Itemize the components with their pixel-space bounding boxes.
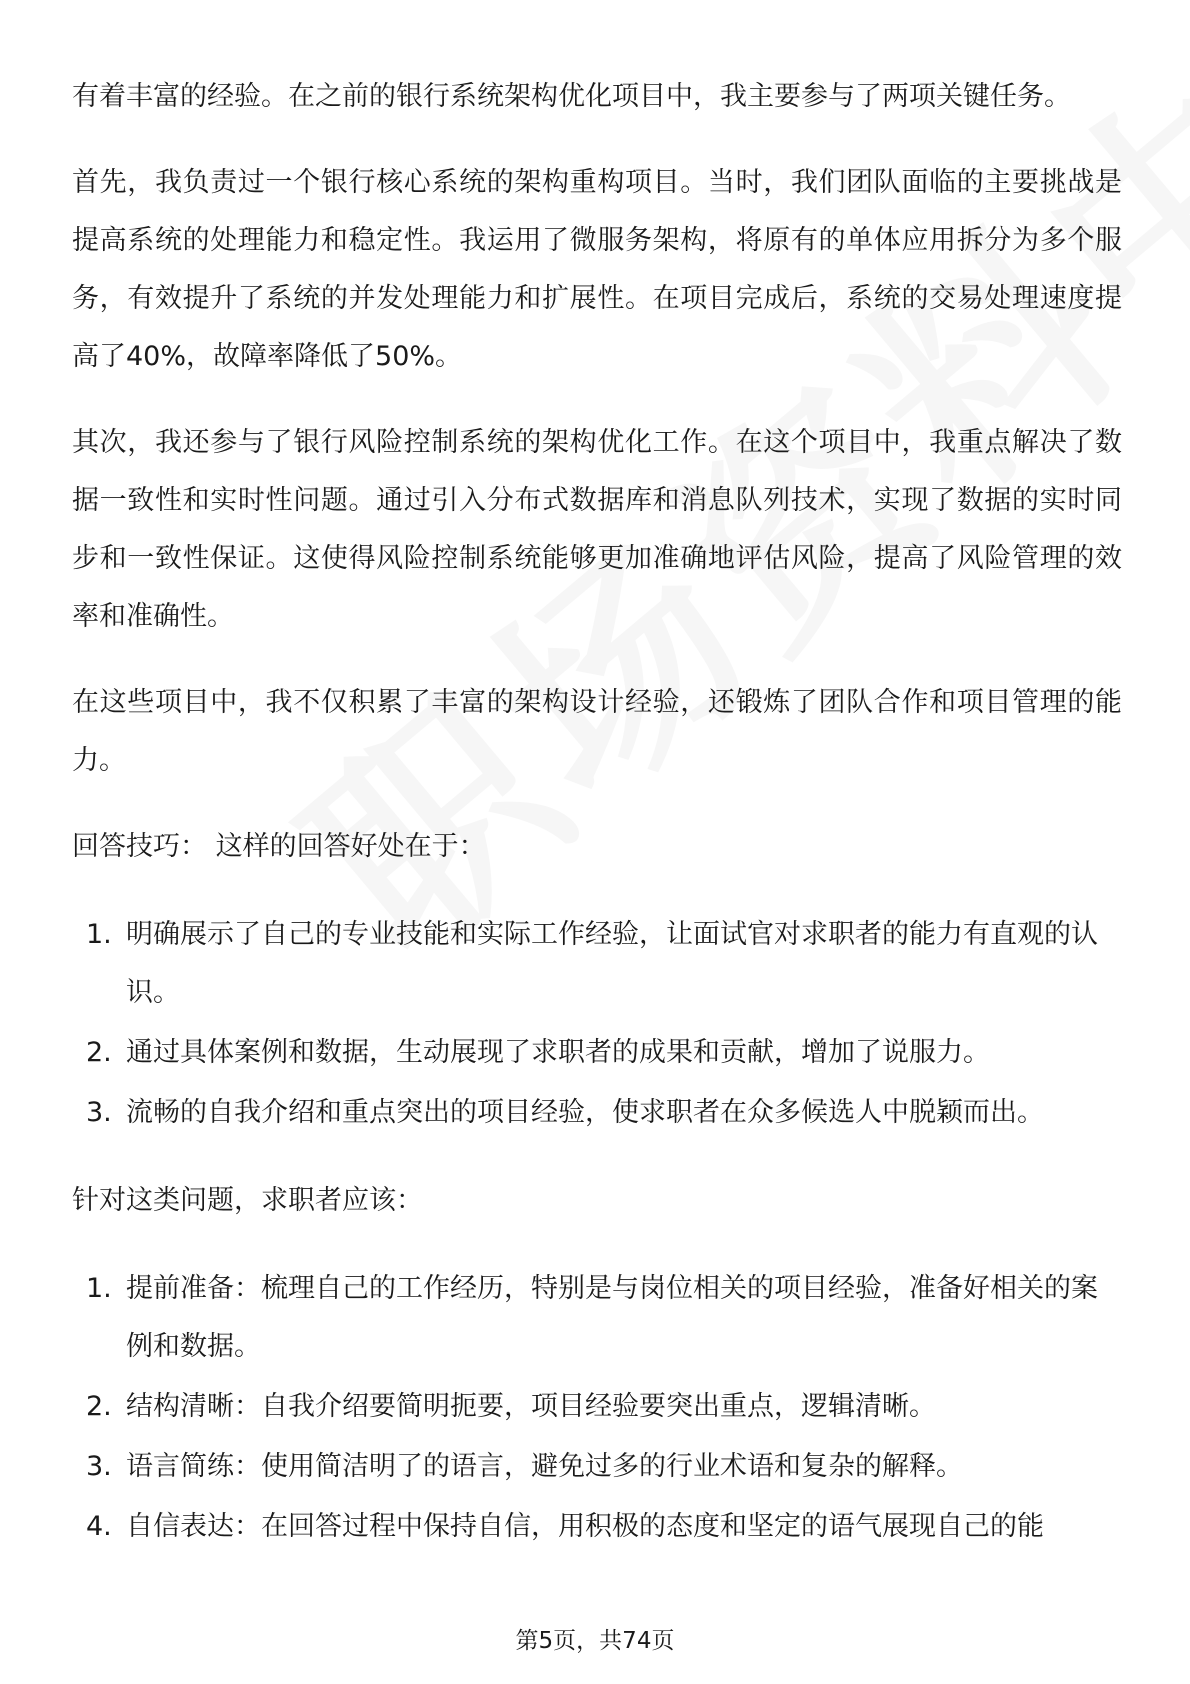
list-number: 4. xyxy=(86,1511,112,1542)
list-number: 3. xyxy=(86,1451,112,1482)
list-text: 明确展示了自己的专业技能和实际工作经验，让面试官对求职者的能力有直观的认识。 xyxy=(126,919,1098,1008)
list-text: 结构清晰：自我介绍要简明扼要，项目经验要突出重点，逻辑清晰。 xyxy=(126,1391,936,1422)
list-text: 自信表达：在回答过程中保持自信，用积极的态度和坚定的语气展现自己的能 xyxy=(126,1511,1044,1542)
list-text: 提前准备：梳理自己的工作经历，特别是与岗位相关的项目经验，准备好相关的案例和数据。 xyxy=(126,1273,1098,1362)
list-text: 通过具体案例和数据，生动展现了求职者的成果和贡献，增加了说服力。 xyxy=(126,1037,990,1068)
paragraph-intro: 有着丰富的经验。在之前的银行系统架构优化项目中，我主要参与了两项关键任务。 xyxy=(72,81,1071,112)
list-item xyxy=(72,1438,1122,1496)
tips-heading: 回答技巧： 这样的回答好处在于： xyxy=(72,831,486,862)
list-item xyxy=(72,1024,1122,1082)
list-item xyxy=(72,1084,1122,1142)
tips-list xyxy=(72,906,1122,1142)
page-footer: 第5页，共74页 xyxy=(515,1628,675,1654)
list-number: 1. xyxy=(86,919,112,950)
list-item xyxy=(72,1498,1122,1556)
list-number: 2. xyxy=(86,1037,112,1068)
advice-heading: 针对这类问题，求职者应该： xyxy=(72,1185,423,1216)
list-number: 2. xyxy=(86,1391,112,1422)
paragraph-second-project: 其次，我还参与了银行风险控制系统的架构优化工作。在这个项目中，我重点解决了数据一致性和实时性问题。通过引入分布式数据库和消息队列技术，实现了数据的实时同步和一致性保证。这使得风险控制系统能够更加准确地评估风险，提高了风险管理的效率和准确性。 xyxy=(72,427,1122,632)
list-item xyxy=(72,1378,1122,1436)
document-body xyxy=(72,68,1122,1586)
list-number: 3. xyxy=(86,1097,112,1128)
paragraph-first-project: 首先，我负责过一个银行核心系统的架构重构项目。当时，我们团队面临的主要挑战是提高系统的处理能力和稳定性。我运用了微服务架构，将原有的单体应用拆分为多个服务，有效提升了系统的并发处理能力和扩展性。在项目完成后，系统的交易处理速度提高了40%，故障率降低了50%。 xyxy=(72,167,1122,372)
list-text: 流畅的自我介绍和重点突出的项目经验，使求职者在众多候选人中脱颖而出。 xyxy=(126,1097,1044,1128)
list-item xyxy=(72,1260,1122,1376)
list-number: 1. xyxy=(86,1273,112,1304)
list-text: 语言简练：使用简洁明了的语言，避免过多的行业术语和复杂的解释。 xyxy=(126,1451,963,1482)
paragraph-summary: 在这些项目中，我不仅积累了丰富的架构设计经验，还锻炼了团队合作和项目管理的能力。 xyxy=(72,687,1122,776)
list-item xyxy=(72,906,1122,1022)
advice-list xyxy=(72,1260,1122,1556)
